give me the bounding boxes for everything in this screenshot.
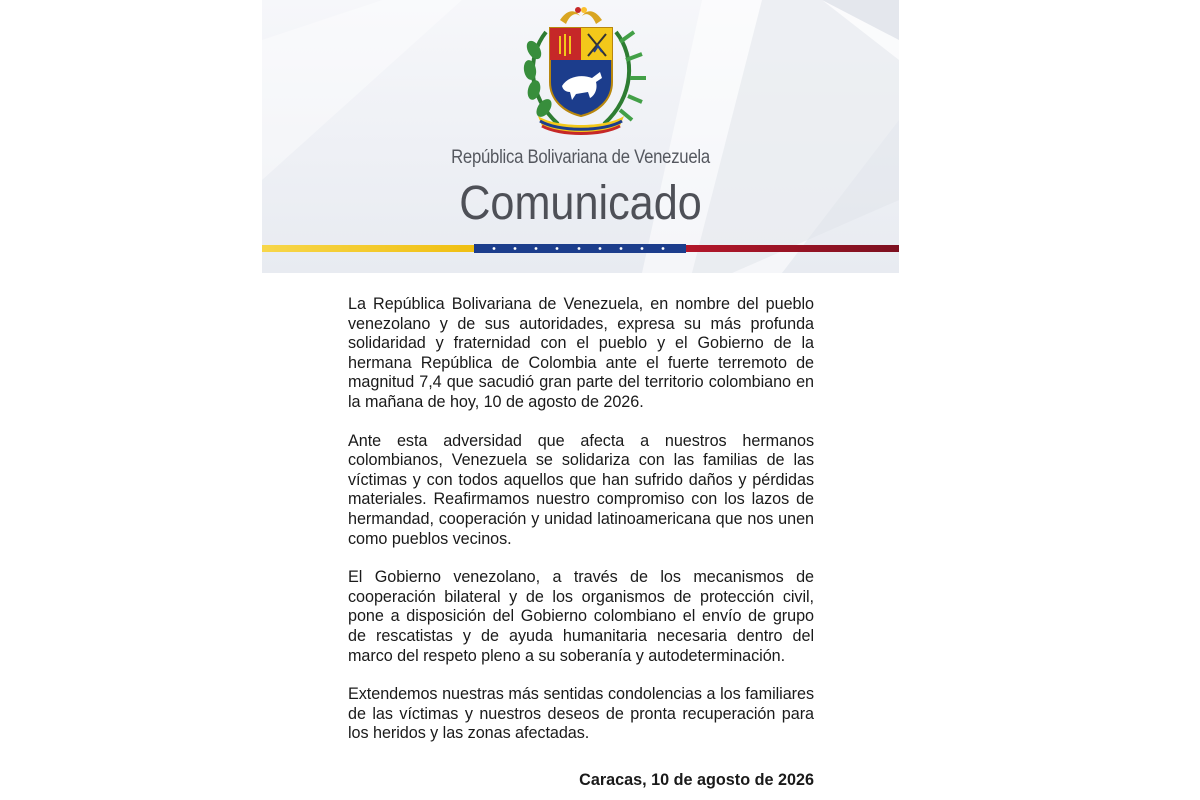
- document-page: [262, 0, 899, 800]
- communique-header: [262, 0, 899, 273]
- coat-of-arms-icon: [516, 2, 646, 138]
- republic-name: República Bolivariana de Venezuela: [451, 147, 710, 168]
- page-title: Comunicado: [459, 177, 702, 230]
- communique-body: [348, 295, 814, 763]
- paragraph-1: La República Bolivariana de Venezuela, en nombre del pueblo venezolano y de sus autoridades, expresa su más profunda solidaridad y fraternidad con el pueblo y el Gobierno de la hermana República de Colombia ante el fuerte terremoto de magnitud 7,4 que sacudió gran parte del territorio colombiano en la mañana de hoy, 10 de agosto de 2026.: [348, 295, 814, 411]
- place-date-signature: Caracas, 10 de agosto de 2026: [579, 771, 814, 789]
- paragraph-4: Extendemos nuestras más sentidas condolencias a los familiares de las víctimas y nuestros deseos de pronta recuperación para los heridos y las zonas afectadas.: [348, 685, 814, 743]
- paragraph-3: El Gobierno venezolano, a través de los mecanismos de cooperación bilateral y de los organismos de protección civil, pone a disposición del Gobierno colombiano el envío de grupo de rescatistas y de ayuda humanitaria necesaria dentro del marco del respeto pleno a su soberanía y autodeterminación.: [348, 568, 814, 665]
- paragraph-2: Ante esta adversidad que afecta a nuestros hermanos colombianos, Venezuela se solidariza con las familias de las víctimas y con todos aquellos que han sufrido daños y pérdidas materiales. Reafirmamos nuestro compromiso con los lazos de hermandad, cooperación y unidad latinoamericana que nos unen como pueblos vecinos.: [348, 431, 814, 548]
- flag-stripe: [262, 244, 899, 253]
